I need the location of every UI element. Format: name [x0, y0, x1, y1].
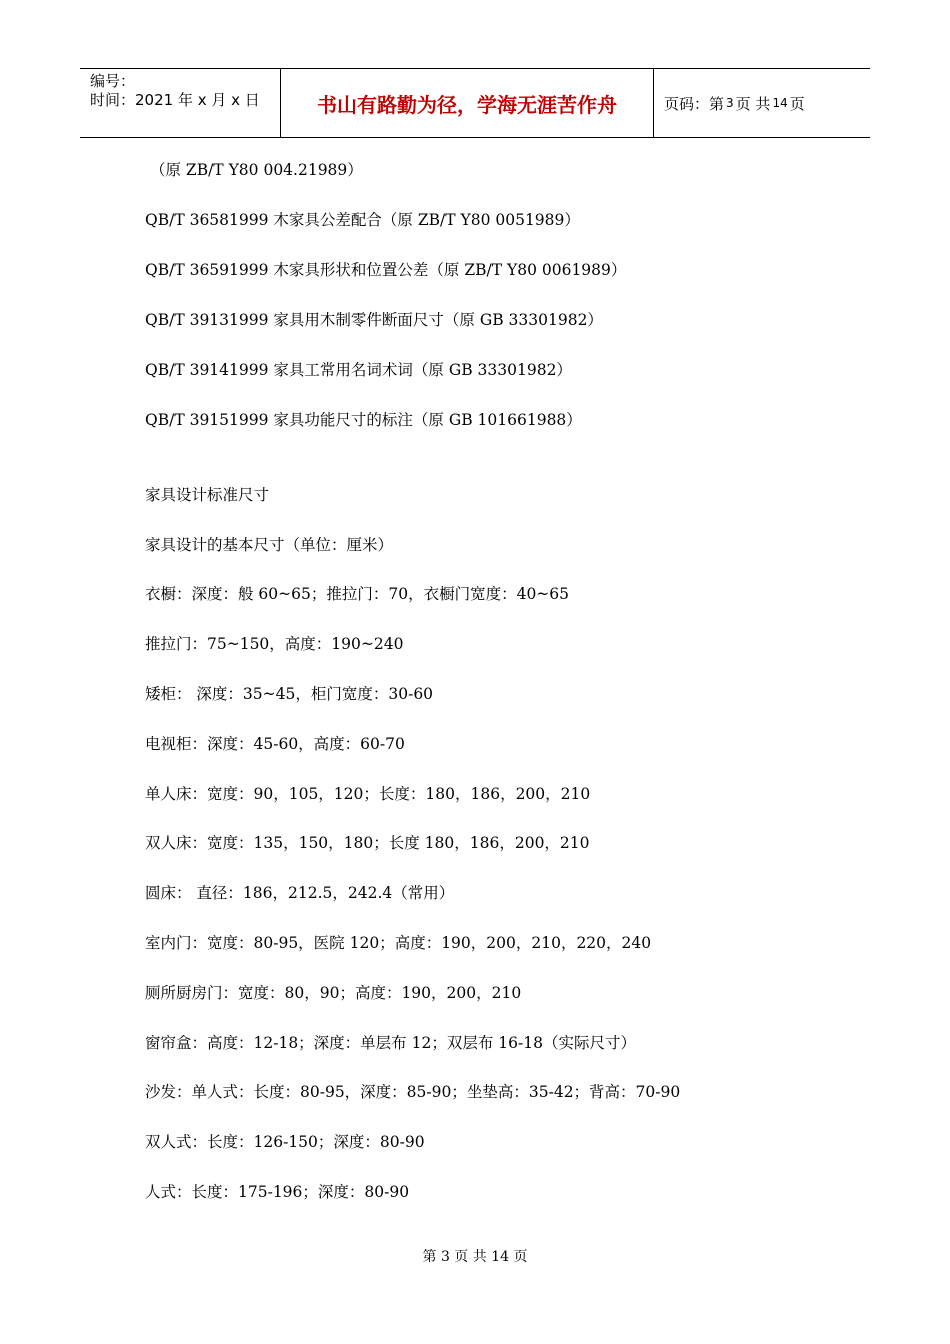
page-current: 3 [726, 96, 734, 110]
text-line: QB/T 39151999 家具功能尺寸的标注（原 GB 101661988） [145, 411, 582, 429]
page-prefix: 页码：第 [664, 94, 725, 113]
text-line: 圆床： 直径：186，212.5，242.4（常用） [145, 884, 455, 902]
header-left-cell [80, 69, 281, 137]
text-line: 人式：长度：175-196；深度：80-90 [145, 1183, 410, 1201]
text-line: 衣橱：深度：般 60~65；推拉门：70，衣橱门宽度：40~65 [145, 585, 570, 603]
page-suffix: 页 [789, 94, 805, 113]
text-line: 厕所厨房门：宽度：80，90；高度：190，200，210 [145, 984, 522, 1002]
text-line: QB/T 39131999 家具用木制零件断面尺寸（原 GB 33301982） [145, 311, 603, 329]
text-line: 窗帘盒：高度：12-18；深度：单层布 12；双层布 16-18（实际尺寸） [145, 1034, 636, 1052]
header-motto: 书山有路勤为径，学海无涯苦作舟 [281, 69, 654, 137]
text-line: （原 ZB/T Y80 004.21989） [150, 161, 363, 179]
header-page-indicator [654, 69, 870, 137]
text-line: 沙发：单人式：长度：80-95，深度：85-90；坐垫高：35-42；背高：70-90 [145, 1083, 681, 1101]
text-line: 推拉门：75~150，高度：190~240 [145, 635, 404, 653]
text-line: QB/T 36591999 木家具形状和位置公差（原 ZB/T Y80 0061989） [145, 261, 627, 279]
text-line: QB/T 39141999 家具工常用名词术词（原 GB 33301982） [145, 361, 572, 379]
page-total: 14 [772, 96, 788, 110]
document-date: 时间：2021 年 x 月 x 日 [90, 91, 260, 109]
page-header [80, 68, 870, 138]
text-line: 电视柜：深度：45-60，高度：60-70 [145, 735, 405, 753]
text-line: 双人式：长度：126-150；深度：80-90 [145, 1133, 425, 1151]
text-line: 单人床：宽度：90，105，120；长度：180，186，200，210 [145, 785, 591, 803]
text-line: 矮柜： 深度：35~45，柜门宽度：30-60 [145, 685, 434, 703]
text-line: 家具设计的基本尺寸（单位：厘米） [145, 536, 394, 554]
document-number-label: 编号： [90, 72, 136, 90]
text-line: 室内门：宽度：80-95，医院 120；高度：190，200，210，220，240 [145, 934, 652, 952]
text-line: QB/T 36581999 木家具公差配合（原 ZB/T Y80 0051989） [145, 211, 580, 229]
page-footer: 第 3 页 共 14 页 [422, 1249, 528, 1265]
section-heading: 家具设计标准尺寸 [145, 486, 270, 504]
page-mid: 页 共 [735, 94, 771, 113]
text-line: 双人床：宽度：135，150，180；长度 180，186，200，210 [145, 834, 590, 852]
